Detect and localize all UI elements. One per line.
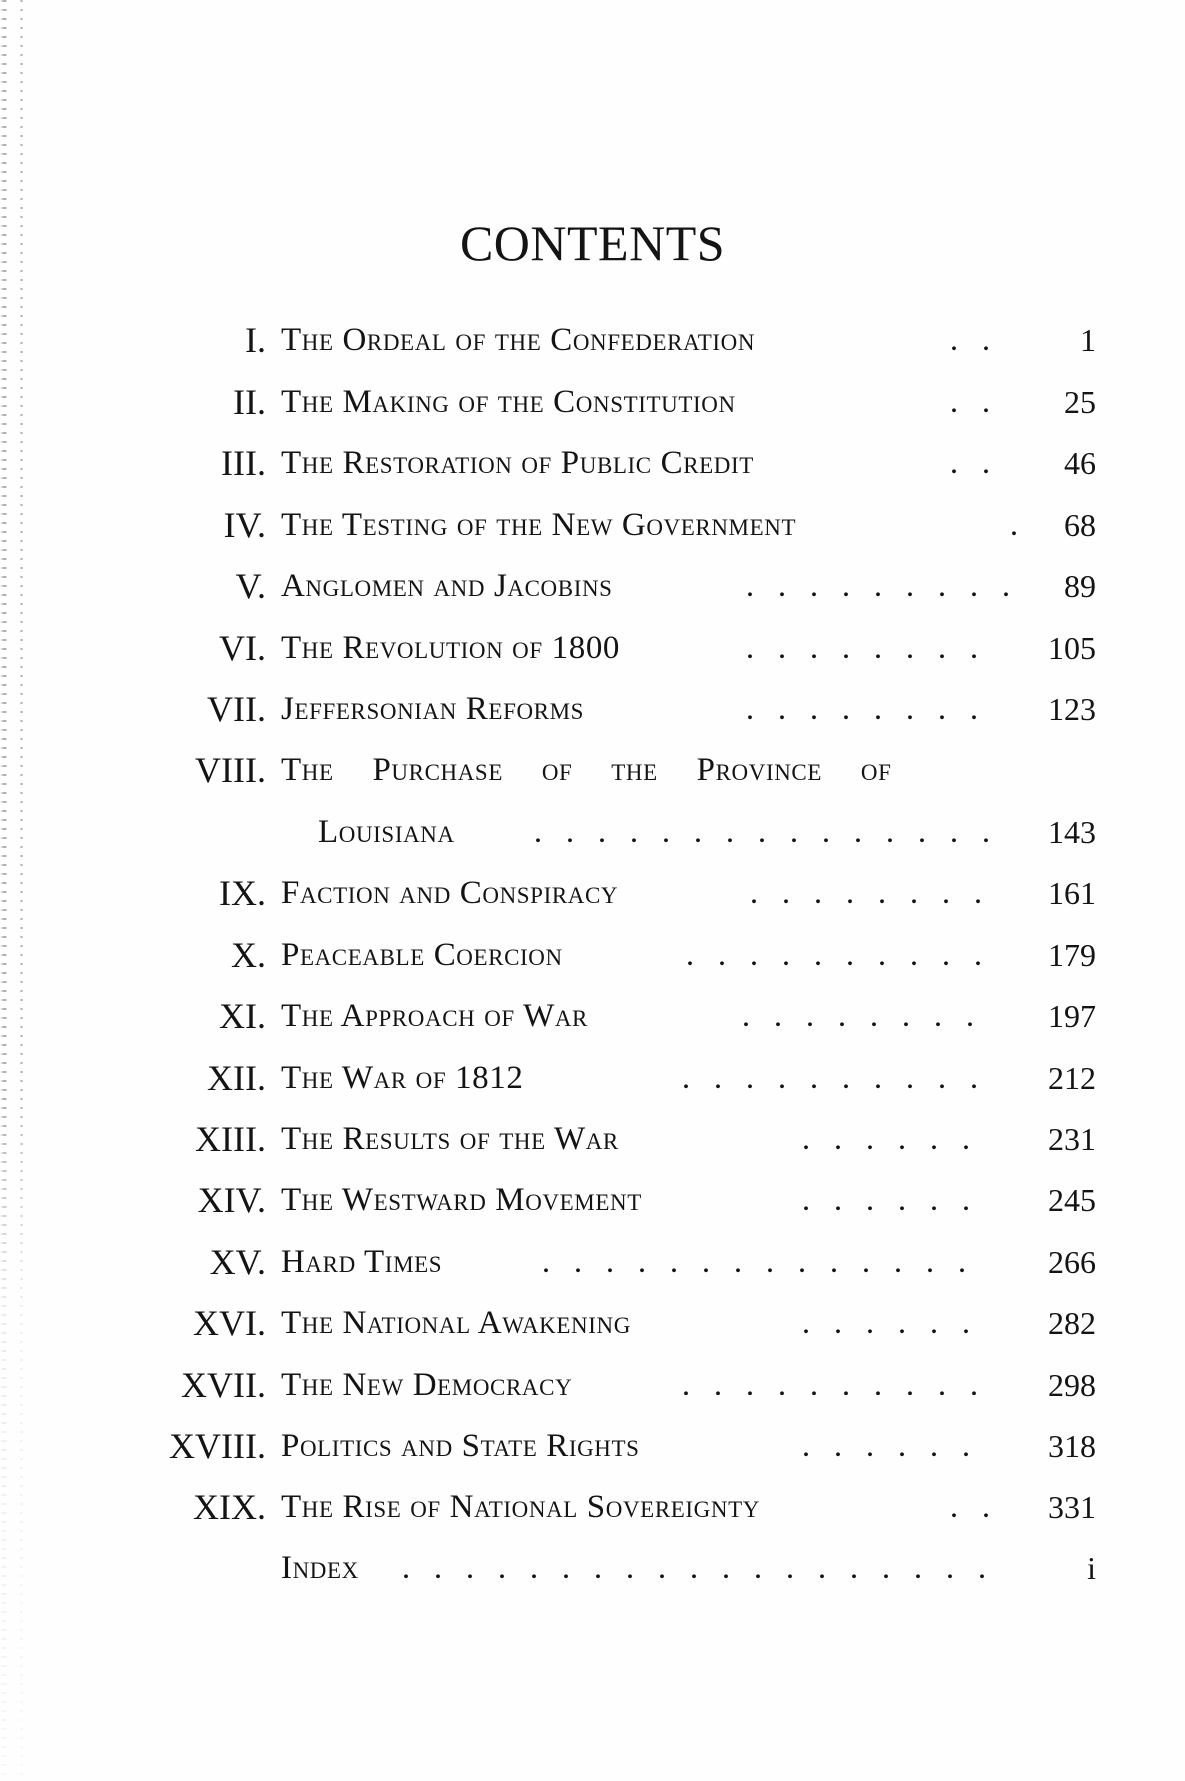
dot-leader: . . . . . . . . . . . . . . . . . . .: [401, 1550, 987, 1586]
toc-entry: [0, 561, 1185, 611]
toc-entry: [0, 1237, 1185, 1287]
chapter-number: XVI.: [193, 1303, 266, 1343]
chapter-title: The National Awakening: [281, 1305, 631, 1341]
toc-entry: [0, 991, 1185, 1041]
toc-entry: [0, 745, 1185, 795]
toc-entry: [0, 1053, 1185, 1103]
page-number: 282: [1048, 1305, 1096, 1341]
page-number: 161: [1048, 875, 1096, 911]
chapter-number: IV.: [223, 505, 266, 545]
dot-leader: . . . . . .: [801, 1182, 971, 1218]
chapter-title: Jeffersonian Reforms: [281, 691, 585, 727]
chapter-title: The Revolution of 1800: [281, 630, 621, 666]
toc-entry: [0, 623, 1185, 673]
chapter-number: XIII.: [195, 1119, 266, 1159]
chapter-number: XIV.: [197, 1180, 266, 1220]
dot-leader: . .: [949, 445, 991, 481]
chapter-title: The Testing of the New Government: [281, 507, 797, 543]
dot-leader: .: [1009, 507, 1019, 543]
dot-leader: . .: [949, 1489, 991, 1525]
page-number: 68: [1064, 507, 1096, 543]
toc-entry: [0, 1360, 1185, 1410]
page-number: 331: [1048, 1489, 1096, 1525]
dot-leader: . . . . . . . . . .: [681, 1060, 979, 1096]
dot-leader: . . . . . . . . .: [745, 568, 1011, 604]
toc-entry: [0, 377, 1185, 427]
toc-entry: [0, 1175, 1185, 1225]
chapter-number: VIII.: [195, 750, 266, 790]
chapter-number: III.: [221, 443, 266, 483]
chapter-number: IX.: [219, 873, 266, 913]
chapter-number: I.: [245, 320, 266, 360]
page-number: 231: [1048, 1121, 1096, 1157]
toc-entry: [0, 1114, 1185, 1164]
page-number: 298: [1048, 1367, 1096, 1403]
page-number: 105: [1048, 630, 1096, 666]
dot-leader: . . . . . .: [801, 1121, 971, 1157]
chapter-title: The Approach of War: [281, 998, 588, 1034]
chapter-number: XVIII.: [169, 1426, 266, 1466]
page-number: 245: [1048, 1182, 1096, 1218]
chapter-title: The Westward Movement: [281, 1182, 642, 1218]
chapter-title: The Results of the War: [281, 1121, 619, 1157]
dot-leader: . . . . . . . . . .: [681, 1367, 979, 1403]
chapter-title: The Ordeal of the Confederation: [281, 322, 756, 358]
dot-leader: . .: [949, 384, 991, 420]
chapter-title: Faction and Conspiracy: [281, 875, 619, 911]
toc-entry: [0, 1543, 1185, 1593]
chapter-title: Anglomen and Jacobins: [281, 568, 613, 604]
chapter-number: XV.: [209, 1242, 266, 1282]
toc-entry: [0, 930, 1185, 980]
chapter-number: XI.: [219, 996, 266, 1036]
toc-entry: [0, 868, 1185, 918]
toc-entry: [0, 684, 1185, 734]
chapter-number: X.: [231, 935, 266, 975]
page-number: 318: [1048, 1428, 1096, 1464]
page-number: 143: [1048, 814, 1096, 850]
toc-entry: [0, 500, 1185, 550]
page-number: 266: [1048, 1244, 1096, 1280]
dot-leader: . . . . . . . .: [745, 630, 979, 666]
toc-entry: [0, 1482, 1185, 1532]
dot-leader: . . . . . . . . . . . . . .: [541, 1244, 967, 1280]
chapter-number: XIX.: [193, 1487, 266, 1527]
page-number: i: [1087, 1550, 1096, 1586]
chapter-number: VI.: [219, 628, 266, 668]
chapter-title: The Restoration of Public Credit: [281, 445, 754, 481]
chapter-title-continued: Louisiana: [318, 814, 455, 850]
page-number: 89: [1064, 568, 1096, 604]
chapter-number: XVII.: [181, 1365, 266, 1405]
page-number: 123: [1048, 691, 1096, 727]
page-number: 212: [1048, 1060, 1096, 1096]
page-number: 179: [1048, 937, 1096, 973]
toc-entry-continued: [0, 807, 1185, 857]
dot-leader: . . . . . . . . . .: [685, 937, 983, 973]
toc-entry: [0, 315, 1185, 365]
chapter-title: The Making of the Constitution: [281, 384, 736, 420]
chapter-title: Hard Times: [281, 1244, 443, 1280]
chapter-title: The New Democracy: [281, 1367, 573, 1403]
page-number: 1: [1080, 322, 1096, 358]
dot-leader: . . . . . . . . . . . . . . .: [533, 814, 991, 850]
chapter-title: The Purchase of the Province of: [281, 752, 892, 788]
chapter-number: V.: [235, 566, 266, 606]
chapter-title: The Rise of National Sovereignty: [281, 1489, 760, 1525]
chapter-number: XII.: [207, 1058, 266, 1098]
page-number: 46: [1064, 445, 1096, 481]
dot-leader: . . . . . . . .: [745, 691, 979, 727]
chapter-title: Politics and State Rights: [281, 1428, 640, 1464]
toc-entry: [0, 1421, 1185, 1471]
chapter-title: The War of 1812: [281, 1060, 524, 1096]
dot-leader: . . . . . .: [801, 1428, 971, 1464]
dot-leader: . .: [949, 322, 991, 358]
dot-leader: . . . . . .: [801, 1305, 971, 1341]
toc-entry: [0, 1298, 1185, 1348]
toc-entry: [0, 438, 1185, 488]
chapter-title: Index: [281, 1550, 359, 1586]
contents-heading: CONTENTS: [459, 215, 726, 271]
page-number: 25: [1064, 384, 1096, 420]
chapter-title: Peaceable Coercion: [281, 937, 563, 973]
page-number: 197: [1048, 998, 1096, 1034]
dot-leader: . . . . . . . .: [749, 875, 983, 911]
chapter-number: VII.: [207, 689, 266, 729]
dot-leader: . . . . . . . .: [741, 998, 975, 1034]
chapter-number: II.: [233, 382, 266, 422]
